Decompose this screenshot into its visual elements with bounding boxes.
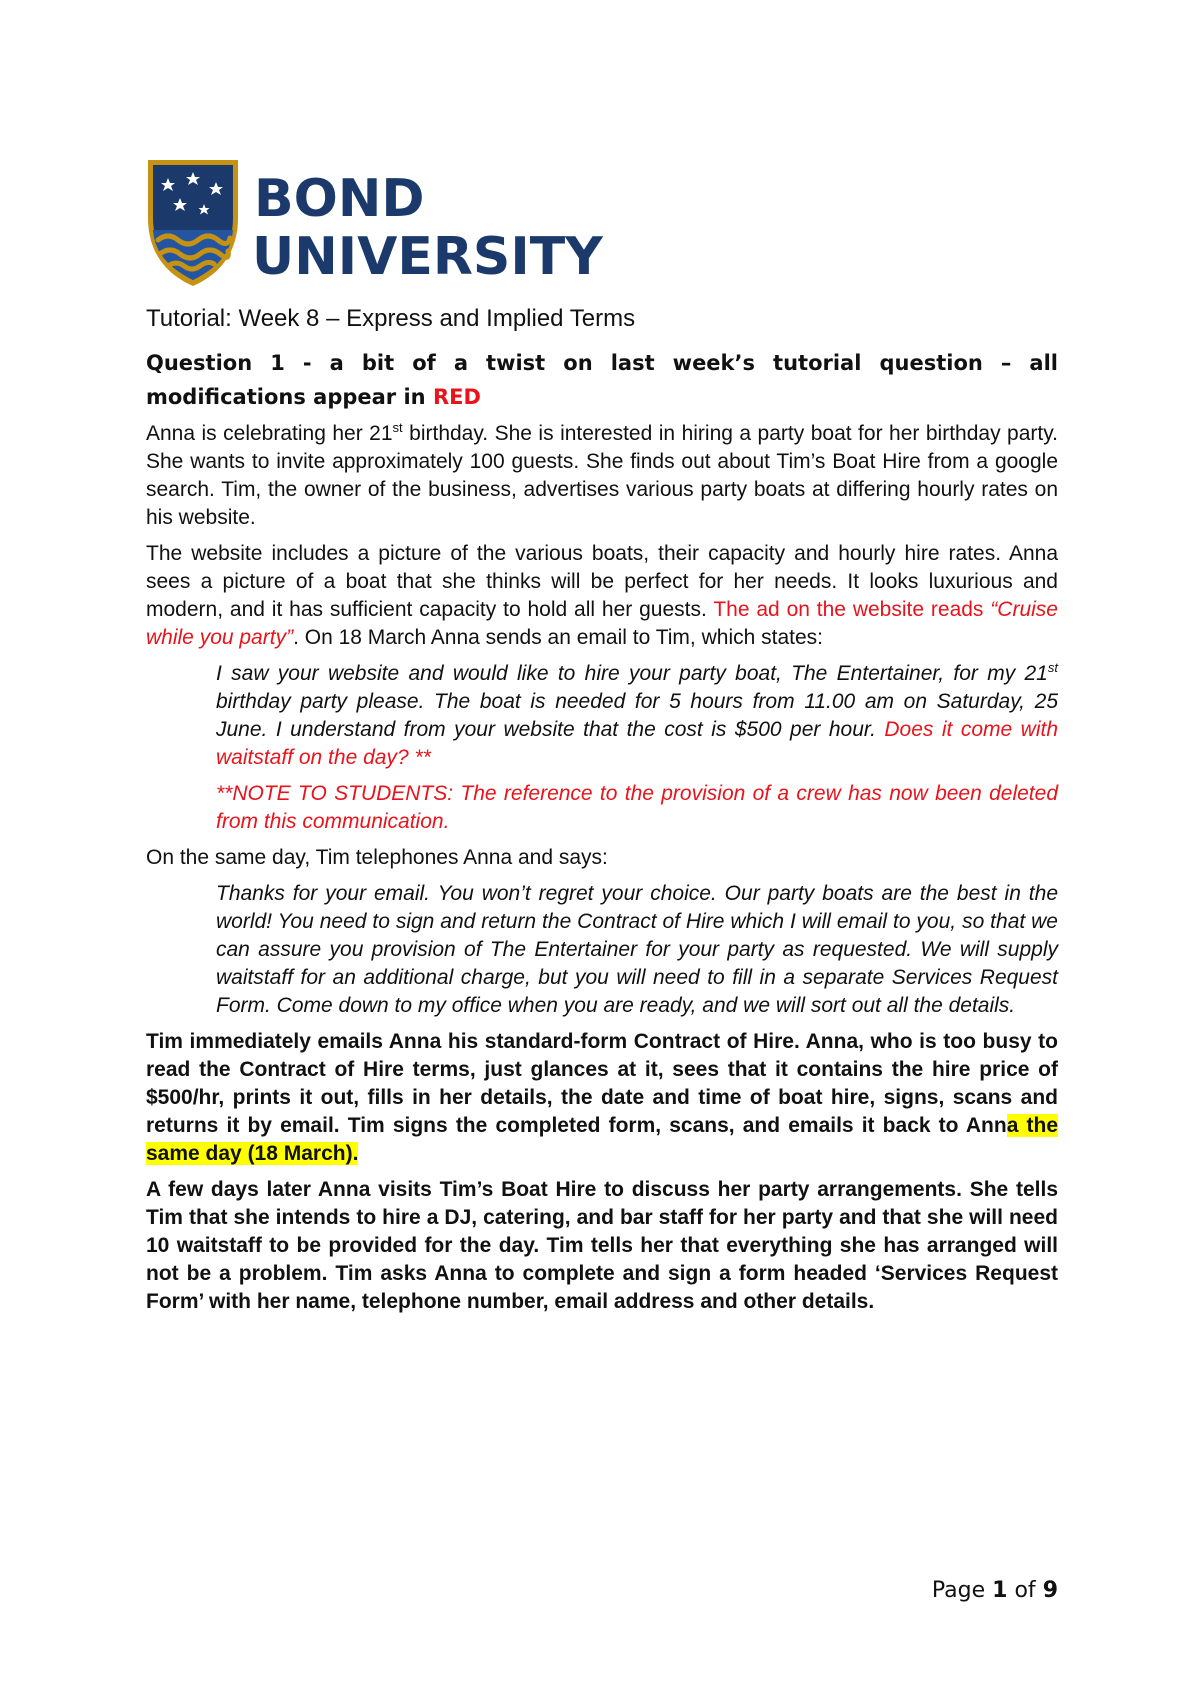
red-modification-text: The ad on the website reads	[713, 598, 991, 621]
paragraph-visit: A few days later Anna visits Tim’s Boat Hire to discuss her party arrangements. She tells Tim that she intends to hire a DJ, catering, and bar staff for her party and that she will need 10 waitstaff to be provided for the day. Tim tells her that everything she has arranged will not be a problem. Tim asks Anna to complete and sign a form headed ‘Services Request Form’ with her name, telephone number, email address and other details.	[146, 1178, 1058, 1313]
page-label: Page	[931, 1578, 986, 1603]
email-text-b: birthday party please. The boat is needed for 5 hours from 11.00 am on Saturday, 25 June. I understand from your website that the cost is $500 per hour.	[216, 690, 1058, 741]
email-red-question: Does it come with waitstaff on the day? **	[216, 718, 1058, 769]
paragraph-phone-call: On the same day, Tim telephones Anna and says:	[146, 846, 608, 869]
paragraph-website-text-end: . On 18 March Anna sends an email to Tim, which states:	[293, 626, 823, 649]
question-heading-text: Question 1 - a bit of a twist on last week’s tutorial question – all modifications appear in	[146, 351, 1058, 409]
svg-text:BOND: BOND	[254, 169, 425, 229]
paragraph-intro-text-a: Anna is celebrating her 21	[146, 422, 393, 445]
page-of-label: of	[1014, 1578, 1036, 1603]
current-page-number: 1	[992, 1578, 1008, 1603]
ordinal-suffix: st	[1047, 660, 1058, 675]
ordinal-suffix: st	[392, 420, 403, 435]
question-heading-red: RED	[432, 385, 481, 409]
note-to-students: **NOTE TO STUDENTS: The reference to the provision of a crew has now been deleted from this communication.	[216, 782, 1058, 833]
total-pages-number: 9	[1042, 1578, 1058, 1603]
red-ad-slogan: “Cruise while you party”	[146, 598, 1058, 649]
highlighted-text: a the same day (18 March).	[146, 1114, 1058, 1165]
tutorial-title: Tutorial: Week 8 – Express and Implied Terms	[146, 305, 636, 332]
university-crest-icon	[146, 158, 603, 288]
paragraph-contract	[146, 1028, 1058, 1168]
paragraph-website	[146, 540, 1058, 652]
question-heading	[146, 346, 1058, 414]
paragraph-contract-text: Tim immediately emails Anna his standard-form Contract of Hire. Anna, who is too busy to read the Contract of Hire terms, just glances at it, sees that it contains the hire price of $500/hr, prints it out, fills in her details, the date and time of boat hire, signs, scans and returns it by email. Tim signs the completed form, scans, and emails it back to Ann	[146, 1030, 1058, 1137]
email-text-a: I saw your website and would like to hire your party boat, The Entertainer, for my 21	[216, 662, 1048, 685]
paragraph-intro	[146, 420, 1058, 532]
svg-text:UNIVERSITY: UNIVERSITY	[252, 227, 603, 287]
anna-email-quote	[216, 660, 1058, 772]
tim-phone-quote: Thanks for your email. You won’t regret your choice. Our party boats are the best in the world! You need to sign and return the Contract of Hire which I will email to you, so that we can assure you provision of The Entertainer for your party as requested. We will supply waitstaff for an additional charge, but you will need to fill in a separate Services Request Form. Come down to my office when you are ready, and we will sort out all the details.	[216, 882, 1058, 1017]
document-body	[146, 302, 1058, 1324]
paragraph-intro-text-b: birthday. She is interested in hiring a party boat for her birthday party. She wants to invite approximately 100 guests. She finds out about Tim’s Boat Hire from a google search. Tim, the owner of the business, advertises various party boats at differing hourly rates on his website.	[146, 422, 1059, 529]
bond-university-logo	[146, 158, 603, 288]
page-number	[908, 1578, 1058, 1603]
paragraph-website-text: The website includes a picture of the various boats, their capacity and hourly hire rates. Anna sees a picture of a boat that she thinks will be perfect for her needs. It looks luxurious and modern, and it has sufficient capacity to hold all her guests.	[146, 542, 1058, 621]
